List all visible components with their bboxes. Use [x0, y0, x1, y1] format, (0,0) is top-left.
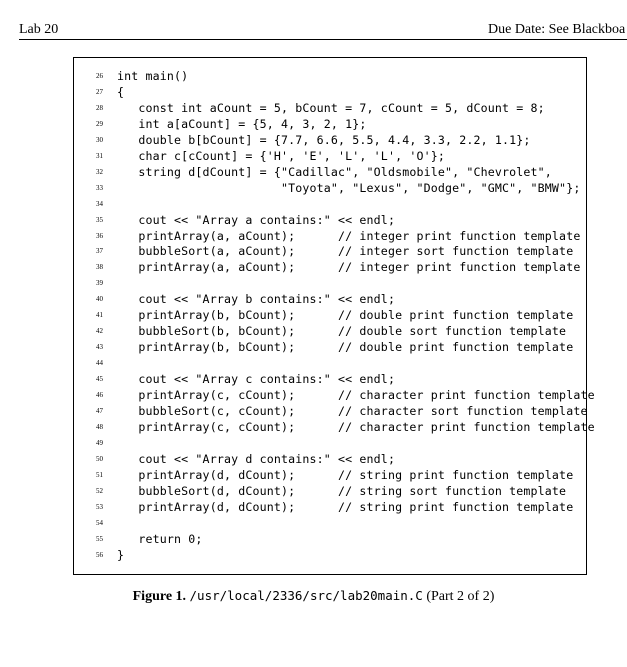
code-text: return 0; [117, 531, 203, 546]
line-number: 30 [96, 135, 103, 144]
line-number: 56 [96, 550, 103, 559]
line-number: 42 [96, 327, 103, 336]
line-number: 45 [96, 375, 103, 384]
line-number: 53 [96, 502, 103, 511]
line-number: 49 [96, 438, 103, 447]
code-text: } [117, 547, 125, 562]
code-text: cout << "Array b contains:" << endl; [117, 292, 396, 307]
line-number: 47 [96, 406, 103, 415]
code-text: printArray(b, bCount); // double print function template [117, 340, 574, 355]
code-text: cout << "Array d contains:" << endl; [117, 451, 396, 466]
code-text: bubbleSort(d, dCount); // string sort function template [117, 483, 567, 498]
code-text: printArray(d, dCount); // string print function template [117, 467, 574, 482]
code-text: printArray(c, cCount); // character print function template [117, 388, 595, 402]
line-number: 33 [96, 183, 103, 192]
code-text: printArray(a, aCount); // integer print function template [117, 260, 581, 275]
code-text: int a[aCount] = {5, 4, 3, 2, 1}; [117, 116, 367, 131]
code-text: printArray(a, aCount); // integer print function template [117, 228, 581, 243]
code-text: cout << "Array a contains:" << endl; [117, 212, 396, 227]
code-text: bubbleSort(c, cCount); // character sort function template [117, 403, 588, 418]
caption-file-path: /usr/local/2336/src/lab20main.C [189, 588, 423, 603]
code-text: { [117, 84, 125, 99]
line-number: 50 [96, 454, 103, 463]
line-number: 32 [96, 167, 103, 176]
code-text: cout << "Array c contains:" << endl; [117, 372, 396, 387]
line-number: 36 [96, 231, 103, 240]
header-lab-title: Lab 20 [19, 22, 59, 37]
code-text: int main() [117, 69, 189, 83]
line-number: 51 [96, 470, 103, 479]
line-number: 54 [96, 518, 103, 527]
line-number: 39 [96, 279, 103, 288]
line-number: 55 [96, 534, 103, 543]
line-number: 48 [96, 422, 103, 431]
caption-label: Figure 1. [132, 589, 187, 604]
line-number: 27 [96, 87, 103, 96]
code-text: bubbleSort(a, aCount); // integer sort function template [117, 244, 574, 259]
code-text: printArray(b, bCount); // double print function template [117, 308, 574, 323]
caption-part: (Part 2 of 2) [426, 589, 495, 604]
code-text: double b[bCount] = {7.7, 6.6, 5.5, 4.4, 3.3, 2.2, 1.1}; [117, 132, 531, 147]
line-number: 37 [96, 247, 103, 256]
code-text: string d[dCount] = {"Cadillac", "Oldsmobile", "Chevrolet", [117, 164, 552, 179]
line-number: 43 [96, 343, 103, 352]
code-text: printArray(c, cCount); // character print function template [117, 419, 595, 434]
line-number: 35 [96, 215, 103, 224]
header-due-date: Due Date: See Blackboa [488, 22, 626, 37]
line-number: 29 [96, 119, 103, 128]
line-number: 38 [96, 263, 103, 272]
line-number: 52 [96, 486, 103, 495]
line-number: 28 [96, 103, 103, 112]
code-text: bubbleSort(b, bCount); // double sort function template [117, 324, 567, 339]
line-number: 46 [96, 391, 103, 399]
header-rule [19, 39, 627, 40]
line-number: 44 [96, 359, 103, 368]
line-number: 34 [96, 199, 103, 208]
code-text: "Toyota", "Lexus", "Dodge", "GMC", "BMW"}; [117, 180, 581, 195]
line-number: 31 [96, 151, 103, 160]
code-text: printArray(d, dCount); // string print function template [117, 499, 574, 514]
code-listing-box [73, 57, 595, 575]
line-number: 40 [96, 295, 103, 304]
code-text: char c[cCount] = {'H', 'E', 'L', 'L', 'O'}; [117, 148, 445, 163]
figure-caption [0, 588, 627, 605]
line-number: 41 [96, 311, 103, 320]
code-text: const int aCount = 5, bCount = 7, cCount = 5, dCount = 8; [117, 100, 545, 115]
line-number: 26 [96, 72, 103, 80]
